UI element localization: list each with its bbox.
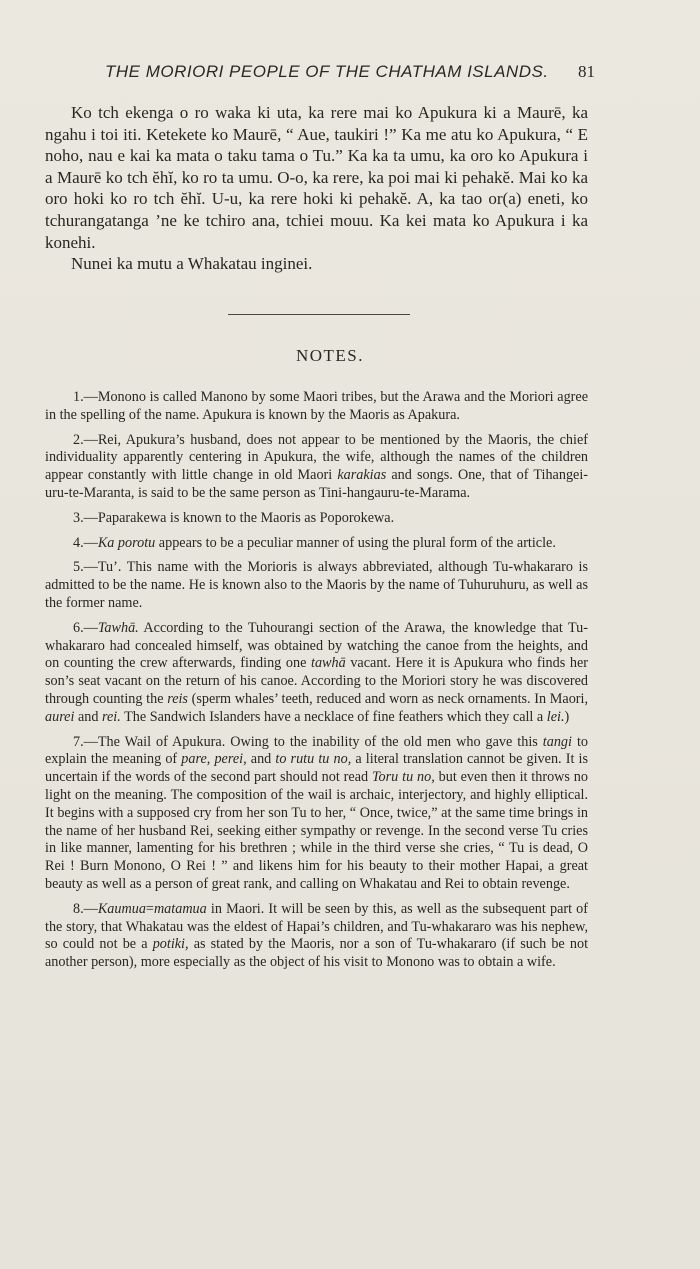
note-text: vacant. Here it is Apukura who finds her son’s seat vacant on the return of his canoe. According to the Moriori story he was discovered through counting the [45, 655, 588, 707]
note-text: to explain the meaning of [45, 733, 588, 768]
note-italic: tawhā [311, 655, 346, 672]
note-italic: Toru tu no, [371, 769, 435, 786]
note-italic: tangi [542, 733, 572, 750]
note-text: and [246, 751, 276, 768]
note-text: appears to be a peculiar manner of using the plural form of the article. [155, 534, 556, 551]
main-text [45, 102, 588, 275]
main-paragraph: Nunei ka mutu a Whakatau inginei. [71, 254, 313, 274]
page-number: 81 [578, 62, 595, 81]
note-7 [45, 734, 588, 894]
note-3: 3.—Paparakewa is known to the Maoris as Poporokewa. [73, 509, 395, 526]
note-italic: pare, perei, [181, 751, 247, 768]
note-8 [45, 901, 588, 972]
note-text: (sperm whales’ teeth, reduced and worn as neck ornaments. In Maori, [187, 690, 588, 707]
note-text: as stated by the Maoris, nor a son of Tu-whakararo (if such be not another person), more especially as the object of his visit to Monono was to obtain a wife. [45, 936, 589, 971]
notes-section [45, 389, 588, 979]
note-text: = [145, 900, 154, 917]
main-paragraph: Ko tch ekenga o ro waka ki uta, ka rere mai ko Apukura ki a Maurē, ka ngahu i toi iti. Ketekete ko Maurē, “ Aue, taukiri !” Ka me atu ko Apukura, “ E noho, nau e kai ka mata o taku tama o Tu.” Ka ka ta umu, ka oro ko Apukura i a Maurē ko tch ĕhĭ, ko ro ta umu. O-o, ka rere, ka poi mai ki pehakĕ. Mai ko ka oro hoki ko ro tch ĕhĭ. U-u, ka rere hoki ki pehakĕ. A, ka tao or(a) eneti, ko tchurangatanga ’ne ke tchiro ana, tchiei mouu. Ka kei mata ko Apukura i ka konehi. [45, 103, 588, 252]
note-5: 5.—Tu’. This name with the Morioris is always abbreviated, although Tu-whakararo is admitted to be the name. He is known also to the Maoris by the name of Tuhuruhuru, as well as the former name. [45, 559, 588, 611]
note-italic: to rutu tu no, [275, 751, 352, 768]
note-text: and songs. One, that of Tihangei-uru-te-Maranta, is said to be the same person as Tini-hangauru-te-Marama. [45, 467, 589, 501]
note-italic: aurei [45, 708, 75, 725]
note-italic: Kaumua [97, 900, 146, 917]
note-1: 1.—Monono is called Manono by some Maori tribes, but the Arawa and the Moriori agree in the spelling of the name. Apukura is known by the Maoris as Apakura. [45, 389, 588, 423]
note-italic: potiki, [152, 936, 189, 953]
note-text: The Sandwich Islanders have a necklace of fine feathers which they call a [120, 708, 547, 725]
note-2 [45, 432, 588, 503]
page-header [105, 62, 595, 82]
note-6 [45, 620, 588, 727]
section-divider [228, 314, 410, 315]
note-italic: lei. [546, 708, 565, 725]
note-italic: Ka porotu [97, 534, 156, 551]
note-text: According to the Tuhourangi section of the Arawa, the knowledge that Tu-whakararo had concealed himself, was obtained by watching the canoe from the heights, and on counting the crew afterwards, finding one [45, 619, 588, 672]
note-text: 4.— [73, 534, 98, 551]
note-italic: Tawhā. [97, 619, 139, 636]
note-text: 2.—Rei, Apukura’s husband, does not appear to be mentioned by the Maoris, the chief individuality apparently centering in Apukura, the wife, although the names of the children appear constantly with little change in old Maori [45, 431, 588, 484]
note-text: 8.— [73, 900, 98, 917]
note-italic: matamua [153, 900, 207, 917]
note-text: 6.— [73, 619, 98, 636]
note-text: in Maori. It will be seen by this, as well as the subsequent part of the story, that Whakatau was the eldest of Hapai’s children, and Tu-whakararo was his nephew, so could not be a [45, 900, 588, 953]
note-italic: karakias [337, 467, 387, 484]
note-text: a literal translation cannot be given. It is uncertain if the words of the second part should not read [45, 751, 588, 786]
note-text: and [74, 708, 103, 725]
running-head: THE MORIORI PEOPLE OF THE CHATHAM ISLANDS. [105, 62, 549, 81]
note-text: ) [564, 708, 570, 725]
note-4 [45, 535, 588, 553]
note-italic: reis [167, 690, 188, 707]
note-italic: rei. [102, 708, 121, 725]
note-text: but even then it throws no light on the meaning. The composition of the wail is archaic, interjectory, and highly elliptical. It begins with a supposed cry from her son Tu to her, “ Once, twice,” at the same time brings in the name of her husband Rei, seeking either sympathy or revenge. In the second verse Tu cries in like manner, lamenting for his brethren ; while in the third verse she cries, “ Tu is dead, O Rei ! Burn Monono, O Rei ! ” and likens him for his beauty to their mother Hapai, a great beauty as well as a person of great rank, and calling on Whakatau and Rei to obtain revenge. [45, 769, 588, 892]
note-text: 7.—The Wail of Apukura. Owing to the inability of the old men who gave this [73, 733, 543, 750]
notes-heading: NOTES. [295, 346, 365, 365]
